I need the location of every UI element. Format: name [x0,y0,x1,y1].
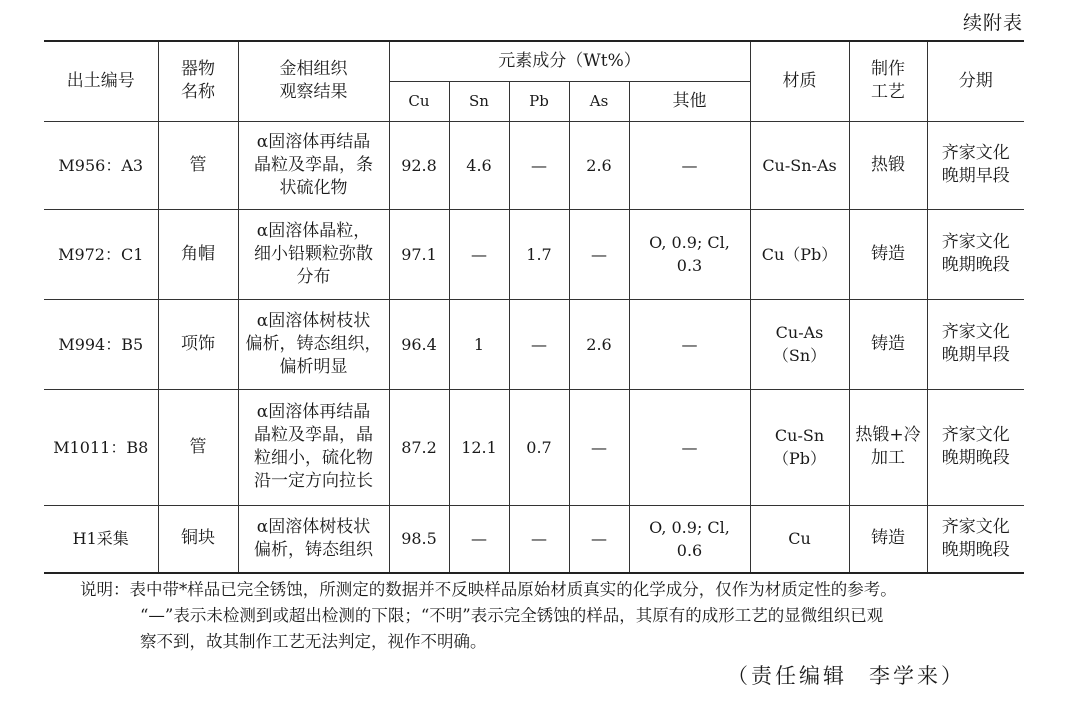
table-row [44,299,1024,389]
table-notes [80,577,1030,655]
cell-pb: 0.7 [509,389,569,505]
cell-cu: 98.5 [389,505,449,573]
cell-sample-id: M956：A3 [44,121,158,209]
cell-as: — [569,209,629,299]
cell-object-name: 项饰 [158,299,238,389]
table-caption: 续附表 [962,12,1023,34]
header-other: 其他 [629,81,750,121]
note-line: “—”表示未检测到或超出检测的下限；“不明”表示完全锈蚀的样品，其原有的成形工艺的显微组织已观 [140,606,884,625]
cell-object-name: 铜块 [158,505,238,573]
cell-material: Cu-Sn （Pb） [750,389,849,505]
cell-object-name: 管 [158,389,238,505]
cell-technique: 热锻 [849,121,927,209]
cell-pb: — [509,121,569,209]
cell-material: Cu-Sn-As [750,121,849,209]
cell-period: 齐家文化 晚期晚段 [927,209,1024,299]
header-object-name: 器物 名称 [158,41,238,121]
table-row [44,209,1024,299]
note-line: 说明：表中带*样品已完全锈蚀，所测定的数据并不反映样品原始材质真实的化学成分，仅作为材质定性的参考。 [80,580,897,599]
cell-material: Cu [750,505,849,573]
cell-pb: 1.7 [509,209,569,299]
cell-period: 齐家文化 晚期晚段 [927,505,1024,573]
cell-as: — [569,389,629,505]
cell-as: 2.6 [569,121,629,209]
cell-cu: 87.2 [389,389,449,505]
cell-technique: 铸造 [849,209,927,299]
cell-cu: 92.8 [389,121,449,209]
header-technique: 制作 工艺 [849,41,927,121]
note-line: 察不到，故其制作工艺无法判定，视作不明确。 [140,632,487,651]
cell-period: 齐家文化 晚期早段 [927,299,1024,389]
cell-sn: — [449,505,509,573]
cell-structure: α固溶体晶粒， 细小铅颗粒弥散 分布 [238,209,389,299]
cell-as: 2.6 [569,299,629,389]
cell-other: O, 0.9; Cl, 0.6 [629,505,750,573]
cell-sn: 1 [449,299,509,389]
cell-pb: — [509,299,569,389]
cell-period: 齐家文化 晚期早段 [927,121,1024,209]
cell-technique: 铸造 [849,505,927,573]
table-row [44,121,1024,209]
header-composition: 元素成分（Wt%） [389,41,750,81]
cell-technique: 热锻+冷 加工 [849,389,927,505]
cell-object-name: 角帽 [158,209,238,299]
table-row [44,505,1024,573]
cell-object-name: 管 [158,121,238,209]
editor-role: （责任编辑 [727,664,847,688]
cell-technique: 铸造 [849,299,927,389]
cell-as: — [569,505,629,573]
cell-sn: — [449,209,509,299]
composition-table [44,40,1024,574]
cell-cu: 96.4 [389,299,449,389]
cell-sample-id: M994：B5 [44,299,158,389]
cell-structure: α固溶体树枝状 偏析，铸态组织， 偏析明显 [238,299,389,389]
cell-other: O, 0.9; Cl, 0.3 [629,209,750,299]
header-sn: Sn [449,81,509,121]
cell-structure: α固溶体树枝状 偏析，铸态组织 [238,505,389,573]
editor-name: 李学来） [869,664,965,688]
header-pb: Pb [509,81,569,121]
cell-structure: α固溶体再结晶 晶粒及孪晶，晶 粒细小，硫化物 沿一定方向拉长 [238,389,389,505]
cell-sn: 4.6 [449,121,509,209]
cell-cu: 97.1 [389,209,449,299]
cell-material: Cu（Pb） [750,209,849,299]
header-sample-id: 出土编号 [44,41,158,121]
responsible-editor [727,660,965,690]
cell-other: — [629,389,750,505]
cell-material: Cu-As （Sn） [750,299,849,389]
cell-sample-id: H1采集 [44,505,158,573]
header-as: As [569,81,629,121]
cell-other: — [629,121,750,209]
cell-sn: 12.1 [449,389,509,505]
cell-other: — [629,299,750,389]
header-material: 材质 [750,41,849,121]
cell-sample-id: M972：C1 [44,209,158,299]
header-metallography: 金相组织 观察结果 [238,41,389,121]
cell-structure: α固溶体再结晶 晶粒及孪晶，条 状硫化物 [238,121,389,209]
cell-pb: — [509,505,569,573]
header-period: 分期 [927,41,1024,121]
table-row [44,389,1024,505]
cell-sample-id: M1011：B8 [44,389,158,505]
header-cu: Cu [389,81,449,121]
cell-period: 齐家文化 晚期晚段 [927,389,1024,505]
